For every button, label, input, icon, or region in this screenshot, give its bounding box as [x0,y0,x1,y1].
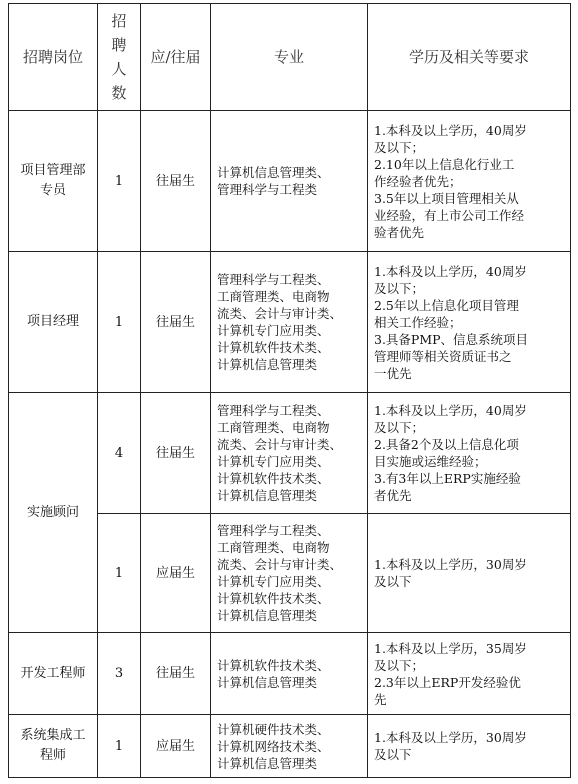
header-type: 应/往届 [141,4,211,111]
major-line: 计算机软件技术类、 [217,591,330,606]
major-line: 工商管理类、电商物 [217,420,330,435]
table-row [9,252,571,393]
requirement-line: 1.本科及以上学历，30周岁 [374,557,527,572]
header-requirements: 学历及相关等要求 [368,4,571,111]
requirement-line: 1.本科及以上学历，40周岁 [374,263,527,279]
header-row [9,4,571,111]
position-cell: 项目管理部专员 [9,111,98,252]
type-cell: 应届生 [141,715,211,778]
major-line: 工商管理类、电商物 [217,540,330,555]
count-cell: 1 [98,252,141,393]
type-cell: 往届生 [141,252,211,393]
type-cell: 应届生 [141,514,211,633]
requirement-line: 及以下； [374,420,425,435]
position-cell: 实施顾问 [9,393,98,633]
major-line: 计算机网络技术类、 [217,738,330,754]
requirement-line: 3.具备PMP、信息系统项目 [374,331,529,347]
major-line: 计算机软件技术类、 [217,471,330,486]
major-line: 流类、会计与审计类、 [217,306,343,321]
requirements-cell [368,252,571,393]
requirement-line: 者优先 [374,488,412,503]
requirement-line: 2.3年以上ERP开发经验优 [374,674,521,690]
major-line: 计算机专门应用类、 [217,323,330,338]
major-line: 管理科学与工程类、 [217,403,330,418]
major-cell [211,393,368,514]
count-cell: 3 [98,633,141,715]
major-cell [211,111,368,252]
requirements-cell [368,393,571,514]
position-cell: 开发工程师 [9,633,98,715]
requirement-line: 及以下； [374,139,425,155]
requirement-line: 一优先 [374,365,412,381]
requirement-line: 先 [374,691,387,707]
count-cell: 4 [98,393,141,514]
requirement-line: 相关工作经验； [374,314,462,330]
header-position: 招聘岗位 [9,4,98,111]
major-line: 流类、会计与审计类、 [217,557,343,572]
header-count: 招聘人数 [98,4,141,111]
requirements-cell [368,111,571,252]
count-cell: 1 [98,715,141,778]
requirement-line: 及以下 [374,574,412,589]
recruitment-table [8,3,571,778]
major-cell [211,514,368,633]
major-line: 流类、会计与审计类、 [217,437,343,452]
major-line: 计算机信息管理类 [217,488,318,503]
major-line: 管理科学与工程类、 [217,523,330,538]
major-line: 计算机专门应用类、 [217,574,330,589]
requirement-line: 1.本科及以上学历，40周岁 [374,122,527,138]
count-cell: 1 [98,514,141,633]
header-major: 专业 [211,4,368,111]
table-row [9,393,571,514]
requirement-line: 验者优先 [374,224,425,240]
requirements-cell [368,514,571,633]
requirement-line: 2.5年以上信息化项目管理 [374,297,519,313]
recruitment-table-container [8,3,571,778]
table-row [9,111,571,252]
major-cell [211,252,368,393]
requirement-line: 2.10年以上信息化行业工 [374,156,515,172]
major-cell [211,715,368,778]
table-row [9,715,571,778]
requirement-line: 及以下 [374,747,412,762]
major-line: 管理科学与工程类 [217,182,318,197]
major-line: 工商管理类、电商物 [217,289,330,304]
type-cell: 往届生 [141,111,211,252]
requirements-cell [368,715,571,778]
major-line: 计算机信息管理类 [217,608,318,623]
requirement-line: 目实施或运维经验； [374,454,487,469]
requirement-line: 作经验者优先； [374,173,462,189]
major-line: 计算机软件技术类、 [217,657,330,673]
requirement-line: 1.本科及以上学历，30周岁 [374,730,527,745]
requirement-line: 及以下； [374,280,425,296]
requirement-line: 3.有3年以上ERP实施经验 [374,471,521,486]
major-line: 计算机信息管理类 [217,674,318,690]
major-line: 计算机专门应用类、 [217,454,330,469]
major-line: 计算机软件技术类、 [217,340,330,355]
requirements-cell [368,633,571,715]
requirement-line: 及以下； [374,657,425,673]
requirement-line: 2.具备2个及以上信息化项 [374,437,519,452]
position-cell: 项目经理 [9,252,98,393]
requirement-line: 3.5年以上项目管理相关从 [374,190,519,206]
requirement-line: 1.本科及以上学历，40周岁 [374,403,527,418]
major-line: 计算机信息管理类 [217,357,318,372]
table-row [9,633,571,715]
requirement-line: 管理师等相关资质证书之 [374,348,512,364]
major-cell [211,633,368,715]
major-line: 计算机硬件技术类、 [217,721,330,737]
requirement-line: 1.本科及以上学历，35周岁 [374,640,527,656]
type-cell: 往届生 [141,393,211,514]
count-cell: 1 [98,111,141,252]
type-cell: 往届生 [141,633,211,715]
major-line: 计算机信息管理类、 [217,165,330,180]
major-line: 计算机信息管理类 [217,755,318,771]
major-line: 管理科学与工程类、 [217,272,330,287]
requirement-line: 业经验，有上市公司工作经 [374,207,525,223]
position-cell: 系统集成工程师 [9,715,98,778]
